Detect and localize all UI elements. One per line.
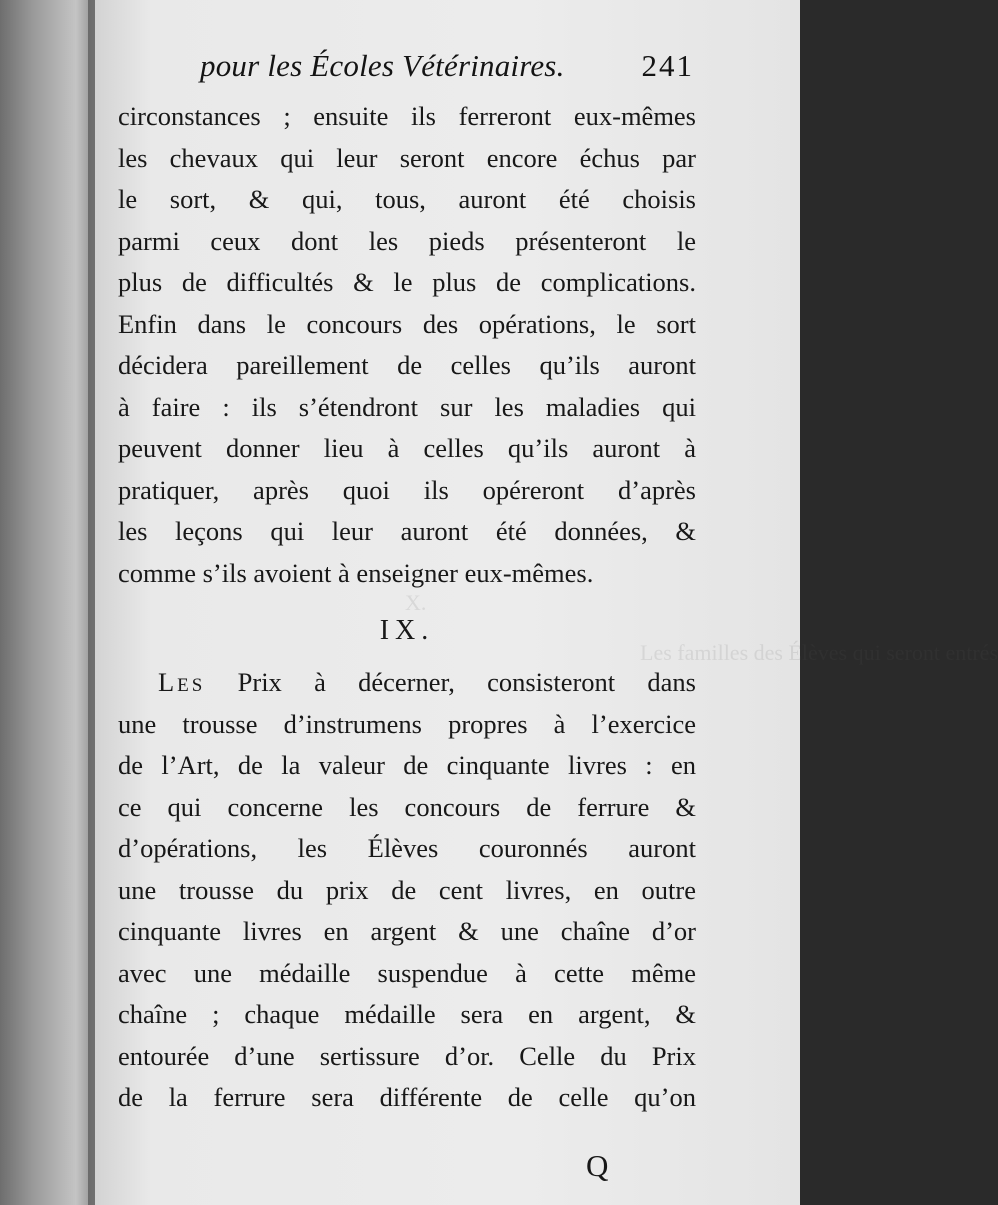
text-line: de la ferrure sera différente de celle qu’on bbox=[118, 1082, 696, 1112]
text-line: comme s’ils avoient à enseigner eux-mêmes. bbox=[118, 557, 594, 588]
text-line: Enfin dans le concours des opérations, le sort bbox=[118, 308, 696, 339]
text-line: une trousse du prix de cent livres, en outre bbox=[118, 874, 696, 905]
text-line: de l’Art, de la valeur de cinquante livres : en bbox=[118, 750, 696, 780]
section-heading: IX. bbox=[379, 615, 435, 646]
text-line: les chevaux qui leur seront encore échus par bbox=[118, 142, 696, 173]
text-line: les leçons qui leur auront été données, & bbox=[118, 516, 696, 546]
text-line: chaîne ; chaque médaille sera en argent, & bbox=[118, 999, 696, 1029]
text-line: avec une médaille suspendue à cette même bbox=[118, 957, 696, 988]
page-number: 241 bbox=[641, 48, 694, 83]
text-line: à faire : ils s’étendront sur les maladies qui bbox=[118, 391, 696, 422]
paragraph-1 bbox=[118, 96, 696, 594]
text-line: pratiquer, après quoi ils opéreront d’après bbox=[118, 474, 696, 505]
text-line: peuvent donner lieu à celles qu’ils auront à bbox=[118, 433, 696, 463]
running-head: pour les Écoles Vétérinaires. bbox=[200, 48, 565, 83]
show-through-text: Les familles des Élèves qui seront entrés bbox=[640, 640, 998, 665]
page-header bbox=[200, 44, 700, 88]
text-line: plus de difficultés & le plus de complications. bbox=[118, 267, 696, 297]
show-through-heading: X. bbox=[405, 590, 427, 615]
signature-mark: Q bbox=[586, 1148, 609, 1183]
text-line: entourée d’une sertissure d’or. Celle du Prix bbox=[118, 1040, 696, 1071]
facing-page-edge bbox=[0, 0, 95, 1205]
body-text bbox=[118, 96, 696, 1119]
paragraph-2 bbox=[118, 662, 696, 1119]
text-line: une trousse d’instrumens propres à l’exercice bbox=[118, 708, 696, 739]
lead-line-rest: Prix à décerner, consisteront dans bbox=[205, 667, 696, 697]
text-line: cinquante livres en argent & une chaîne d’or bbox=[118, 916, 696, 946]
text-line: décidera pareillement de celles qu’ils auront bbox=[118, 350, 696, 380]
lead-word: Les bbox=[158, 667, 206, 697]
text-line: circonstances ; ensuite ils ferreront eux-mêmes bbox=[118, 101, 696, 131]
text-line: ce qui concerne les concours de ferrure & bbox=[118, 791, 696, 822]
text-line: le sort, & qui, tous, auront été choisis bbox=[118, 184, 696, 214]
text-line: d’opérations, les Élèves couronnés auront bbox=[118, 833, 696, 863]
text-line-first bbox=[118, 662, 696, 704]
text-line: parmi ceux dont les pieds présenteront le bbox=[118, 225, 696, 256]
